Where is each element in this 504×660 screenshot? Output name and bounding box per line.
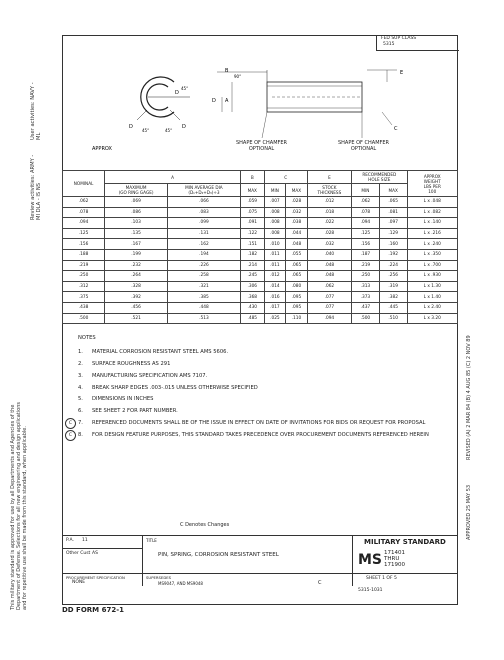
table-cell: L x .082 bbox=[407, 207, 457, 218]
table-cell: .245 bbox=[240, 271, 264, 282]
table-row bbox=[63, 302, 458, 313]
table-cell: .007 bbox=[264, 197, 286, 208]
table-cell: .077 bbox=[307, 302, 351, 313]
table-cell: .062 bbox=[63, 197, 105, 208]
angle1-label: 45° bbox=[142, 128, 150, 133]
table-row bbox=[63, 249, 458, 260]
table-cell: .099 bbox=[167, 218, 240, 229]
table-cell: .095 bbox=[286, 302, 308, 313]
note-item: 5. DIMENSIONS IN INCHES bbox=[78, 396, 154, 403]
table-cell: .382 bbox=[379, 292, 407, 303]
d3-label: D bbox=[175, 90, 179, 96]
table-cell: .445 bbox=[379, 302, 407, 313]
table-row bbox=[63, 228, 458, 239]
table-row bbox=[63, 218, 458, 229]
table-cell: .373 bbox=[352, 292, 380, 303]
review-activities: Review activities: ARMY - MI DLA - IS NS bbox=[30, 154, 42, 220]
table-cell: .014 bbox=[264, 281, 286, 292]
table-cell: L x .350 bbox=[407, 249, 457, 260]
col-e: E bbox=[307, 171, 351, 184]
other-cust-label: Other Cust bbox=[66, 551, 91, 556]
table-cell: .125 bbox=[63, 228, 105, 239]
table-row bbox=[63, 239, 458, 250]
table-cell: .219 bbox=[352, 260, 380, 271]
table-cell: .182 bbox=[240, 249, 264, 260]
table-cell: .032 bbox=[307, 239, 351, 250]
table-cell: .232 bbox=[105, 260, 168, 271]
table-cell: .065 bbox=[286, 260, 308, 271]
table-cell: .250 bbox=[352, 271, 380, 282]
note-item: C 7. REFERENCED DOCUMENTS SHALL BE OF THE ISSUE IN EFFECT ON DATE OF INVITATIONS FOR BIDS OR REQUEST FOR PROPOSAL bbox=[78, 420, 448, 426]
table-cell: .078 bbox=[63, 207, 105, 218]
col-min-avg: MIN AVERAGE DIA (D₁+D₂+D₃)÷3 bbox=[167, 184, 240, 197]
table-cell: L x 2.40 bbox=[407, 302, 457, 313]
table-cell: .214 bbox=[240, 260, 264, 271]
military-standard-label: MILITARY STANDARD bbox=[364, 538, 446, 546]
sheet-label: SHEET 1 OF 5 bbox=[366, 576, 397, 581]
table-cell: .160 bbox=[379, 239, 407, 250]
table-cell: .313 bbox=[352, 281, 380, 292]
table-cell: .044 bbox=[286, 228, 308, 239]
table-cell: .135 bbox=[105, 228, 168, 239]
table-cell: .083 bbox=[167, 207, 240, 218]
fsc-box bbox=[376, 35, 459, 51]
table-row bbox=[63, 207, 458, 218]
chamfer-right-label: SHAPE OF CHAMFER OPTIONAL bbox=[338, 140, 390, 152]
table-cell: .078 bbox=[352, 207, 380, 218]
table-cell: .199 bbox=[105, 249, 168, 260]
title-label: TITLE bbox=[146, 538, 157, 543]
table-cell: .258 bbox=[167, 271, 240, 282]
table-cell: .188 bbox=[63, 249, 105, 260]
table-cell: .012 bbox=[307, 197, 351, 208]
approx-label: APPROX bbox=[92, 146, 112, 152]
table-cell: .122 bbox=[240, 228, 264, 239]
col-b: B bbox=[240, 171, 264, 184]
table-cell: .430 bbox=[240, 302, 264, 313]
dim-b-label: B bbox=[225, 68, 229, 74]
dim-c-label: C bbox=[394, 126, 398, 132]
approval-date: APPROVED 25 MAY 53 bbox=[466, 484, 472, 540]
table-cell: .077 bbox=[307, 292, 351, 303]
table-cell: L x 1.30 bbox=[407, 281, 457, 292]
table-cell: .485 bbox=[240, 313, 264, 324]
ms-label: MS bbox=[358, 552, 383, 568]
table-cell: .094 bbox=[352, 218, 380, 229]
table-cell: .456 bbox=[105, 302, 168, 313]
table-cell: .032 bbox=[286, 207, 308, 218]
table-cell: L x 1.40 bbox=[407, 292, 457, 303]
table-cell: .059 bbox=[240, 197, 264, 208]
col-c-min: MIN bbox=[264, 184, 286, 197]
dim-d-label: D bbox=[212, 98, 216, 104]
table-row bbox=[63, 271, 458, 282]
table-cell: .094 bbox=[63, 218, 105, 229]
table-cell: .264 bbox=[105, 271, 168, 282]
table-cell: .226 bbox=[167, 260, 240, 271]
supersedes-label: SUPERSEDES bbox=[146, 575, 172, 580]
spring-pin-drawing bbox=[62, 50, 458, 170]
table-cell: .219 bbox=[63, 260, 105, 271]
table-cell: .094 bbox=[307, 313, 351, 324]
table-cell: L x .048 bbox=[407, 197, 457, 208]
table-row bbox=[63, 260, 458, 271]
table-cell: .048 bbox=[307, 260, 351, 271]
table-cell: L x .930 bbox=[407, 271, 457, 282]
table-cell: .025 bbox=[264, 313, 286, 324]
table-cell: .086 bbox=[105, 207, 168, 218]
note-item: 1. MATERIAL CORROSION RESISTANT STEEL AMS 5606. bbox=[78, 349, 229, 356]
table-cell: .103 bbox=[105, 218, 168, 229]
table-cell: .194 bbox=[167, 249, 240, 260]
note-item: 3. MANUFACTURING SPECIFICATION AMS 7107. bbox=[78, 372, 208, 379]
form-number: DD FORM 672-1 bbox=[62, 606, 124, 614]
col-maximum: MAXIMUM (GO RING GAGE) bbox=[105, 184, 168, 197]
table-cell: .500 bbox=[352, 313, 380, 324]
supersedes-value: MS9047, AND MS9048 bbox=[158, 581, 203, 586]
table-cell: .040 bbox=[307, 249, 351, 260]
table-cell: .012 bbox=[264, 271, 286, 282]
changes-note: C Denotes Changes bbox=[180, 522, 230, 528]
change-marker-icon: C bbox=[65, 430, 76, 441]
table-cell: .392 bbox=[105, 292, 168, 303]
table-cell: .011 bbox=[264, 249, 286, 260]
table-cell: L x .240 bbox=[407, 239, 457, 250]
chamfer-left-label: SHAPE OF CHAMFER OPTIONAL bbox=[236, 140, 288, 152]
table-cell: .167 bbox=[105, 239, 168, 250]
rev-letter: C bbox=[318, 580, 322, 586]
table-cell: .306 bbox=[240, 281, 264, 292]
part-title: PIN, SPRING, CORROSION RESISTANT STEEL bbox=[158, 552, 279, 558]
table-cell: .048 bbox=[307, 271, 351, 282]
table-cell: .038 bbox=[286, 218, 308, 229]
other-cust-value: AS bbox=[92, 551, 98, 556]
angle3-label: 45° bbox=[181, 86, 189, 91]
table-cell: .224 bbox=[379, 260, 407, 271]
fsc-label: FED SUP CLASS bbox=[381, 36, 417, 41]
table-cell: .008 bbox=[264, 228, 286, 239]
table-cell: .091 bbox=[240, 218, 264, 229]
table-cell: .069 bbox=[105, 197, 168, 208]
table-cell: L x 3.20 bbox=[407, 313, 457, 324]
table-cell: .250 bbox=[63, 271, 105, 282]
change-marker-icon: C bbox=[65, 418, 76, 429]
col-nominal: NOMINAL bbox=[63, 171, 105, 197]
note-item: 4. BREAK SHARP EDGES .003-.015 UNLESS OTHERWISE SPECIFIED bbox=[78, 384, 258, 391]
table-cell: .368 bbox=[240, 292, 264, 303]
table-cell: .066 bbox=[167, 197, 240, 208]
col-hole-max: MAX bbox=[379, 184, 407, 197]
table-cell: .125 bbox=[352, 228, 380, 239]
dim-a-label: A bbox=[225, 98, 229, 104]
proc-spec-label: PROCUREMENT SPECIFICATION bbox=[66, 575, 125, 580]
end-view bbox=[137, 77, 190, 120]
table-cell: .018 bbox=[307, 207, 351, 218]
table-cell: .437 bbox=[352, 302, 380, 313]
table-cell: .156 bbox=[63, 239, 105, 250]
table-cell: .521 bbox=[105, 313, 168, 324]
table-cell: .438 bbox=[63, 302, 105, 313]
note-item: 6. SEE SHEET 2 FOR PART NUMBER. bbox=[78, 408, 178, 415]
table-cell: .110 bbox=[286, 313, 308, 324]
table-cell: .065 bbox=[379, 197, 407, 208]
table-cell: .062 bbox=[352, 197, 380, 208]
pa-label: P.A. bbox=[66, 538, 74, 543]
table-cell: .022 bbox=[307, 218, 351, 229]
table-cell: .028 bbox=[286, 197, 308, 208]
note-item: C 8. FOR DESIGN FEATURE PURPOSES, THIS STANDARD TAKES PRECEDENCE OVER PROCUREMENT DOCUMENTS REFERENCED HEREIN bbox=[78, 432, 448, 438]
d1-label: D bbox=[129, 124, 133, 130]
note-item: 2. SURFACE ROUGHNESS AS 291 bbox=[78, 361, 171, 367]
d2-label: D bbox=[182, 124, 186, 130]
approval-note: This military standard is approved for use by all Departments and Agencies of the Department of Defense. Selections for all new engineering and design applications and for repetitive use shall be made from this standard, when applicable. bbox=[10, 402, 28, 610]
table-cell: .192 bbox=[379, 249, 407, 260]
table-cell: .097 bbox=[379, 218, 407, 229]
table-cell: .062 bbox=[307, 281, 351, 292]
table-row bbox=[63, 197, 458, 208]
table-cell: .048 bbox=[286, 239, 308, 250]
table-cell: .129 bbox=[379, 228, 407, 239]
table-cell: .010 bbox=[264, 239, 286, 250]
notes-section bbox=[68, 335, 448, 444]
angle2-label: 45° bbox=[165, 128, 173, 133]
ms-numbers: 171401 THRU 171900 bbox=[384, 550, 405, 568]
fsc-value: 5315 bbox=[383, 42, 395, 47]
col-rec-hole: RECOMMENDED HOLE SIZE bbox=[352, 171, 408, 184]
table-cell: L x .140 bbox=[407, 218, 457, 229]
table-row bbox=[63, 313, 458, 324]
table-cell: .008 bbox=[264, 218, 286, 229]
revision-history: REVISED (A) 2 MAR 84 (B) 4 AUG 85 (C) 2 NOV 89 bbox=[466, 335, 472, 460]
table-cell: .075 bbox=[240, 207, 264, 218]
col-stock: STOCK THICKNESS bbox=[307, 184, 351, 197]
table-cell: .187 bbox=[352, 249, 380, 260]
table-cell: .055 bbox=[286, 249, 308, 260]
table-cell: .312 bbox=[63, 281, 105, 292]
col-b-max: MAX bbox=[240, 184, 264, 197]
table-cell: .385 bbox=[167, 292, 240, 303]
dimensions-table bbox=[62, 170, 458, 324]
table-cell: .017 bbox=[264, 302, 286, 313]
table-cell: .162 bbox=[167, 239, 240, 250]
table-cell: L x .700 bbox=[407, 260, 457, 271]
table-cell: .448 bbox=[167, 302, 240, 313]
table-row bbox=[63, 292, 458, 303]
table-cell: .080 bbox=[286, 281, 308, 292]
table-cell: .131 bbox=[167, 228, 240, 239]
table-cell: .156 bbox=[352, 239, 380, 250]
table-cell: .011 bbox=[264, 260, 286, 271]
table-cell: .513 bbox=[167, 313, 240, 324]
col-c: C bbox=[264, 171, 307, 184]
col-hole-min: MIN bbox=[352, 184, 380, 197]
table-cell: .500 bbox=[63, 313, 105, 324]
table-cell: .016 bbox=[264, 292, 286, 303]
fsc-bottom: 5315-1031 bbox=[358, 588, 383, 593]
table-cell: .095 bbox=[286, 292, 308, 303]
col-a: A bbox=[105, 171, 241, 184]
table-cell: .319 bbox=[379, 281, 407, 292]
table-cell: .328 bbox=[105, 281, 168, 292]
table-cell: .065 bbox=[286, 271, 308, 282]
table-cell: .151 bbox=[240, 239, 264, 250]
notes-title: NOTES bbox=[78, 335, 96, 341]
table-cell: .510 bbox=[379, 313, 407, 324]
side-view bbox=[217, 70, 397, 138]
col-c-max: MAX bbox=[286, 184, 308, 197]
user-activities: User activities: NAVY - ML bbox=[30, 82, 42, 140]
table-cell: .081 bbox=[379, 207, 407, 218]
table-cell: .008 bbox=[264, 207, 286, 218]
table-cell: .256 bbox=[379, 271, 407, 282]
dim-90-label: 90° bbox=[234, 74, 242, 79]
title-block bbox=[62, 535, 458, 606]
col-weight: APPROX WEIGHT LBS PER 100 bbox=[407, 171, 457, 197]
dim-e-label: E bbox=[400, 70, 404, 76]
pa-value: 11 bbox=[82, 538, 88, 543]
table-cell: L x .216 bbox=[407, 228, 457, 239]
table-cell: .375 bbox=[63, 292, 105, 303]
proc-spec-value: NONE bbox=[72, 580, 86, 585]
table-cell: .028 bbox=[307, 228, 351, 239]
table-row bbox=[63, 281, 458, 292]
table-cell: .321 bbox=[167, 281, 240, 292]
